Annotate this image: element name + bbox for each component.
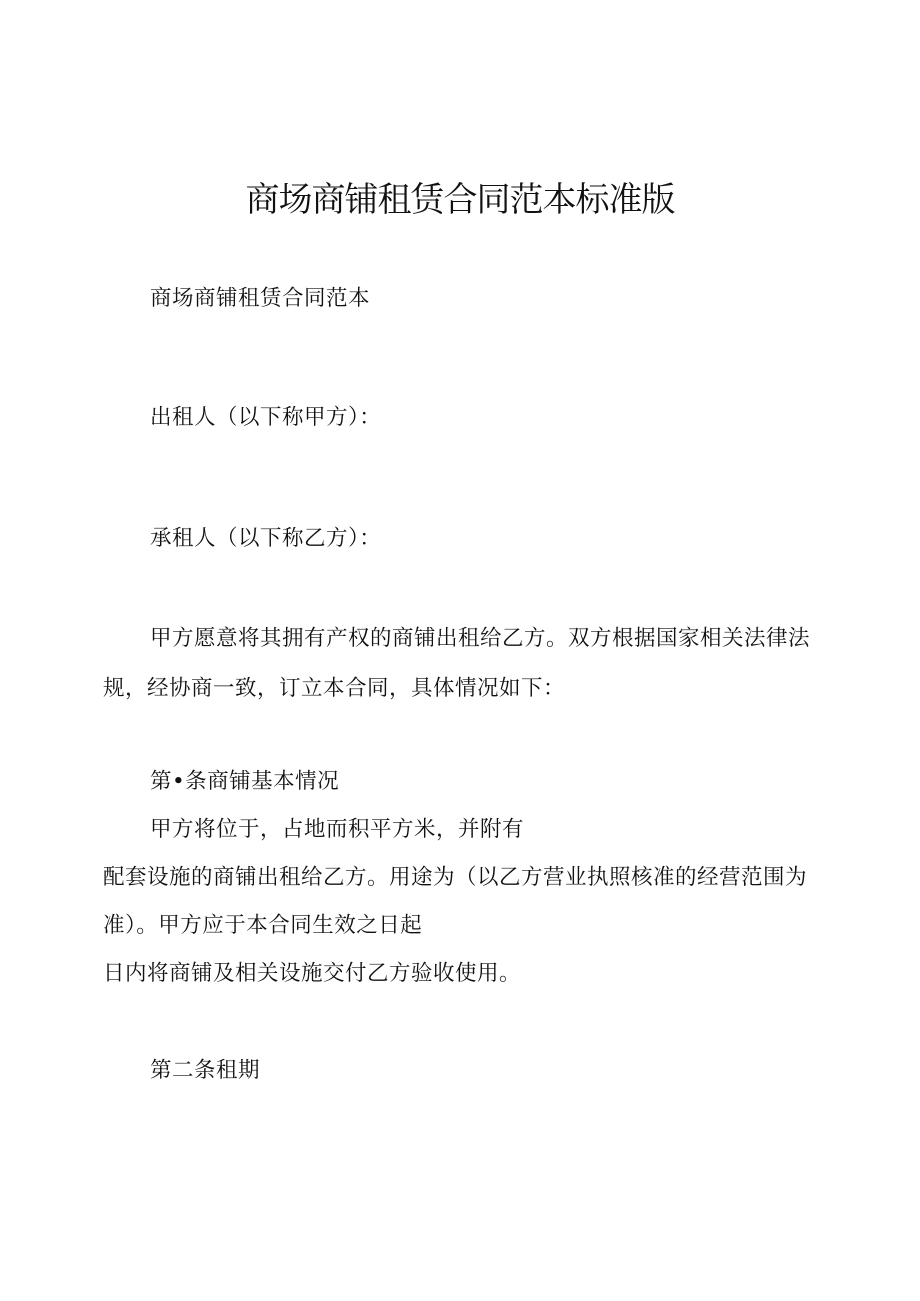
document-subtitle: 商场商铺租赁合同范本 [150, 286, 371, 311]
article-1-line-1: 甲方将位于，占地而积平方米，并附有 [150, 817, 525, 842]
intro-paragraph-line-1: 甲方愿意将其拥有产权的商铺出租给乙方。双方根据国家相关法律法 [150, 626, 811, 651]
intro-paragraph-line-2: 规，经协商一致，订立本合同，具体情况如下： [103, 676, 566, 701]
article-1-line-3: 准）。甲方应于本合同生效之日起 [103, 913, 423, 938]
article-1-heading: 第•条商铺基本情况 [150, 769, 340, 794]
article-1-line-2: 配套设施的商铺出租给乙方。用途为（以乙方营业执照核准的经营范围为 [103, 865, 808, 890]
lessee-line: 承租人（以下称乙方）： [150, 526, 382, 551]
document-title: 商场商铺租赁合同范本标准版 [245, 180, 675, 220]
article-1-line-4: 日内将商铺及相关设施交付乙方验收使用。 [103, 961, 522, 986]
lessor-line: 出租人（以下称甲方）： [150, 405, 382, 430]
article-2-heading: 第二条租期 [150, 1058, 261, 1083]
